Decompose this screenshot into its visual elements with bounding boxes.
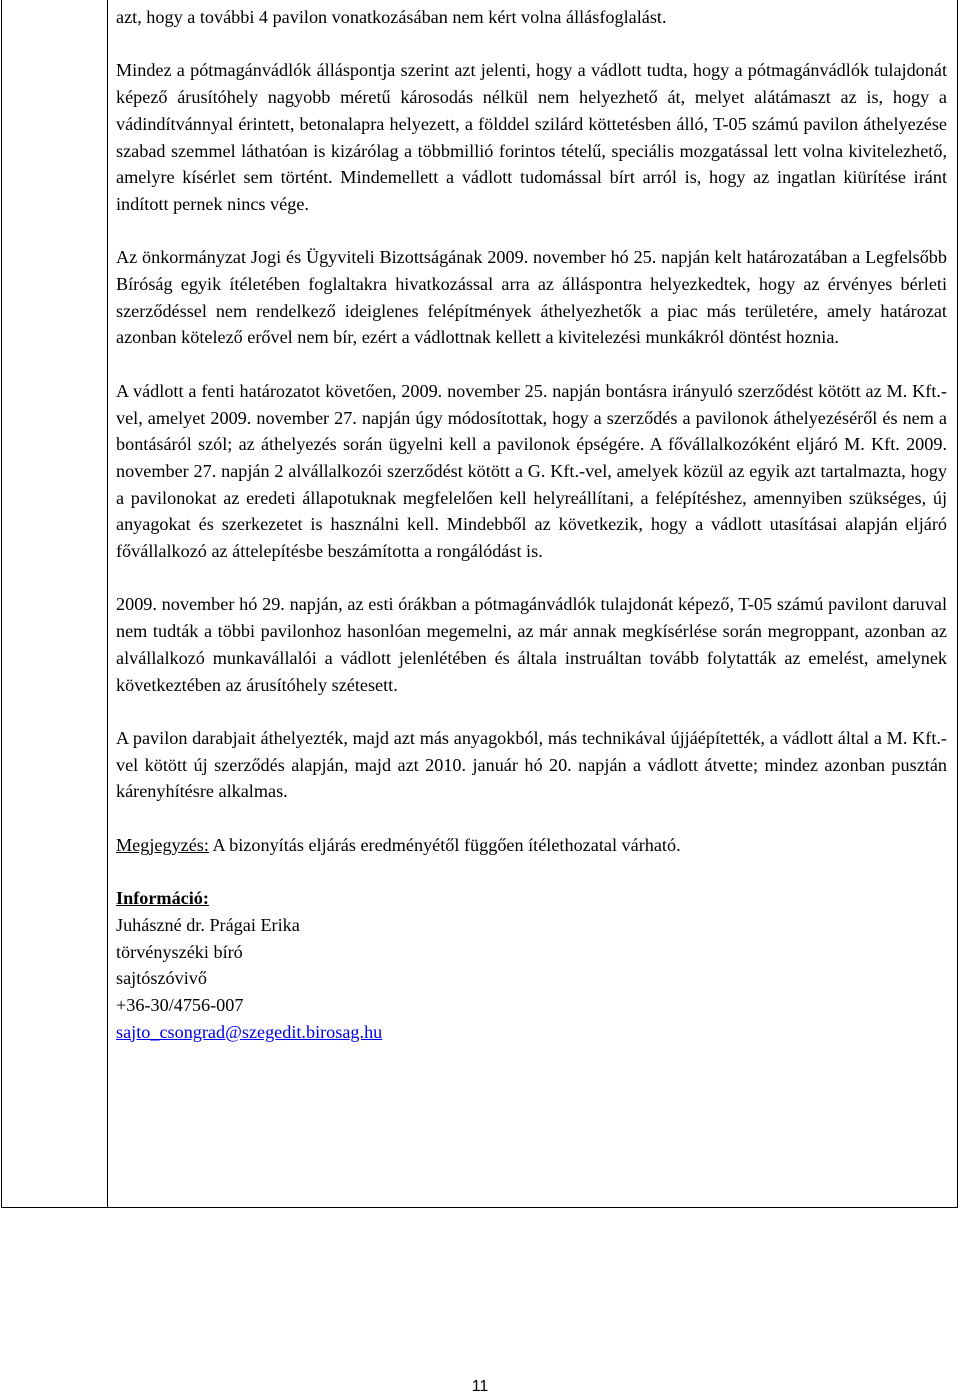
left-margin-column [2,0,108,1207]
paragraph: azt, hogy a további 4 pavilon vonatkozásában nem kért volna állásfoglalást. [116,7,667,27]
paragraph: Az önkormányzat Jogi és Ügyviteli Bizottságának 2009. november hó 25. napján kelt határozatában a Legfelsőbb Bíróság egyik ítéletében foglaltakra hivatkozással arra az álláspontra helyezkedtek, hogy az érvényes bérleti szerződéssel nem rendelkező ideiglenes felépítmények áthelyezhetők a piac más területére, amely határozat azonban kötelező erővel nem bír, ezért a vádlottnak kellett a kivitelezési munkákról döntést hoznia. [116,247,947,348]
info-heading: Információ: [116,888,209,909]
note-text: A bizonyítás eljárás eredményétől függően ítélethozatal várható. [208,834,681,855]
page-number: 11 [471,1378,489,1395]
contact-name: Juhászné dr. Prágai Erika [116,914,300,935]
contact-role: sajtószóvivő [116,968,207,989]
paragraph: 2009. november hó 29. napján, az esti órákban a pótmagánvádlók tulajdonát képező, T-05 számú pavilont daruval nem tudták a többi pavilonhoz hasonlóan megemelni, az már annak megkísérlése során megroppant, azonban az alvállalkozó munkavállalói a vádlott jelenlétében és általa instruáltan tovább folytatták az emelést, amelynek következtében az árusítóhely szétesett. [116,594,947,695]
document-body [116,4,947,1045]
note-paragraph [116,832,947,859]
paragraph: Mindez a pótmagánvádlók álláspontja szerint azt jelenti, hogy a vádlott tudta, hogy a pótmagánvádlók tulajdonát képező árusítóhely nagyobb méretű károsodás nélkül nem helyezhető át, melyet alátámaszt az is, hogy a vádindítvánnyal érintett, betonalapra helyezett, a földdel szilárd köttetésben álló, T-05 számú pavilon áthelyezése szabad szemmel láthatóan is kizárólag a többmillió forintos tételű, speciális mozgatással lett volna kivitelezhető, amelyre kísérlet sem történt. Mindemellett a vádlott tudomással bírt arról is, hogy az ingatlan kiürítése iránt indított pernek nincs vége. [116,60,947,214]
contact-title: törvényszéki bíró [116,941,243,962]
contact-phone: +36-30/4756-007 [116,994,244,1015]
paragraph: A vádlott a fenti határozatot követően, 2009. november 25. napján bontásra irányuló szerződést kötött az M. Kft.-vel, amelyet 2009. november 27. napján úgy módosítottak, hogy a szerződés a pavilonok áthelyezéséről és nem a bontásáról szól; az áthelyezés során ügyelni kell a pavilonok épségére. A fővállalkozóként eljáró M. Kft. 2009. november 27. napján 2 alvállalkozói szerződést kötött a G. Kft.-vel, amelyek közül az egyik azt tartalmazta, hogy a pavilonokat az eredeti állapotuknak megfelelően kell helyreállítani, a felépítéshez, amennyiben szükséges, új anyagokat és szerkezetet is használni kell. Mindebből az következik, hogy a vádlott utasításai alapján eljáró fővállalkozó az áttelepítésbe beszámította a rongálódást is. [116,380,947,562]
contact-email-link[interactable]: sajto_csongrad@szegedit.birosag.hu [116,1021,383,1042]
info-block [116,885,947,1045]
paragraph: A pavilon darabjait áthelyezték, majd azt más anyagokból, más technikával újjáépítették, a vádlott által a M. Kft.-vel kötött új szerződés alapján, majd azt 2010. január hó 20. napján a vádlott átvette; mindez azonban pusztán kárenyhítésre alkalmas. [116,727,947,802]
note-label: Megjegyzés: [116,834,209,855]
